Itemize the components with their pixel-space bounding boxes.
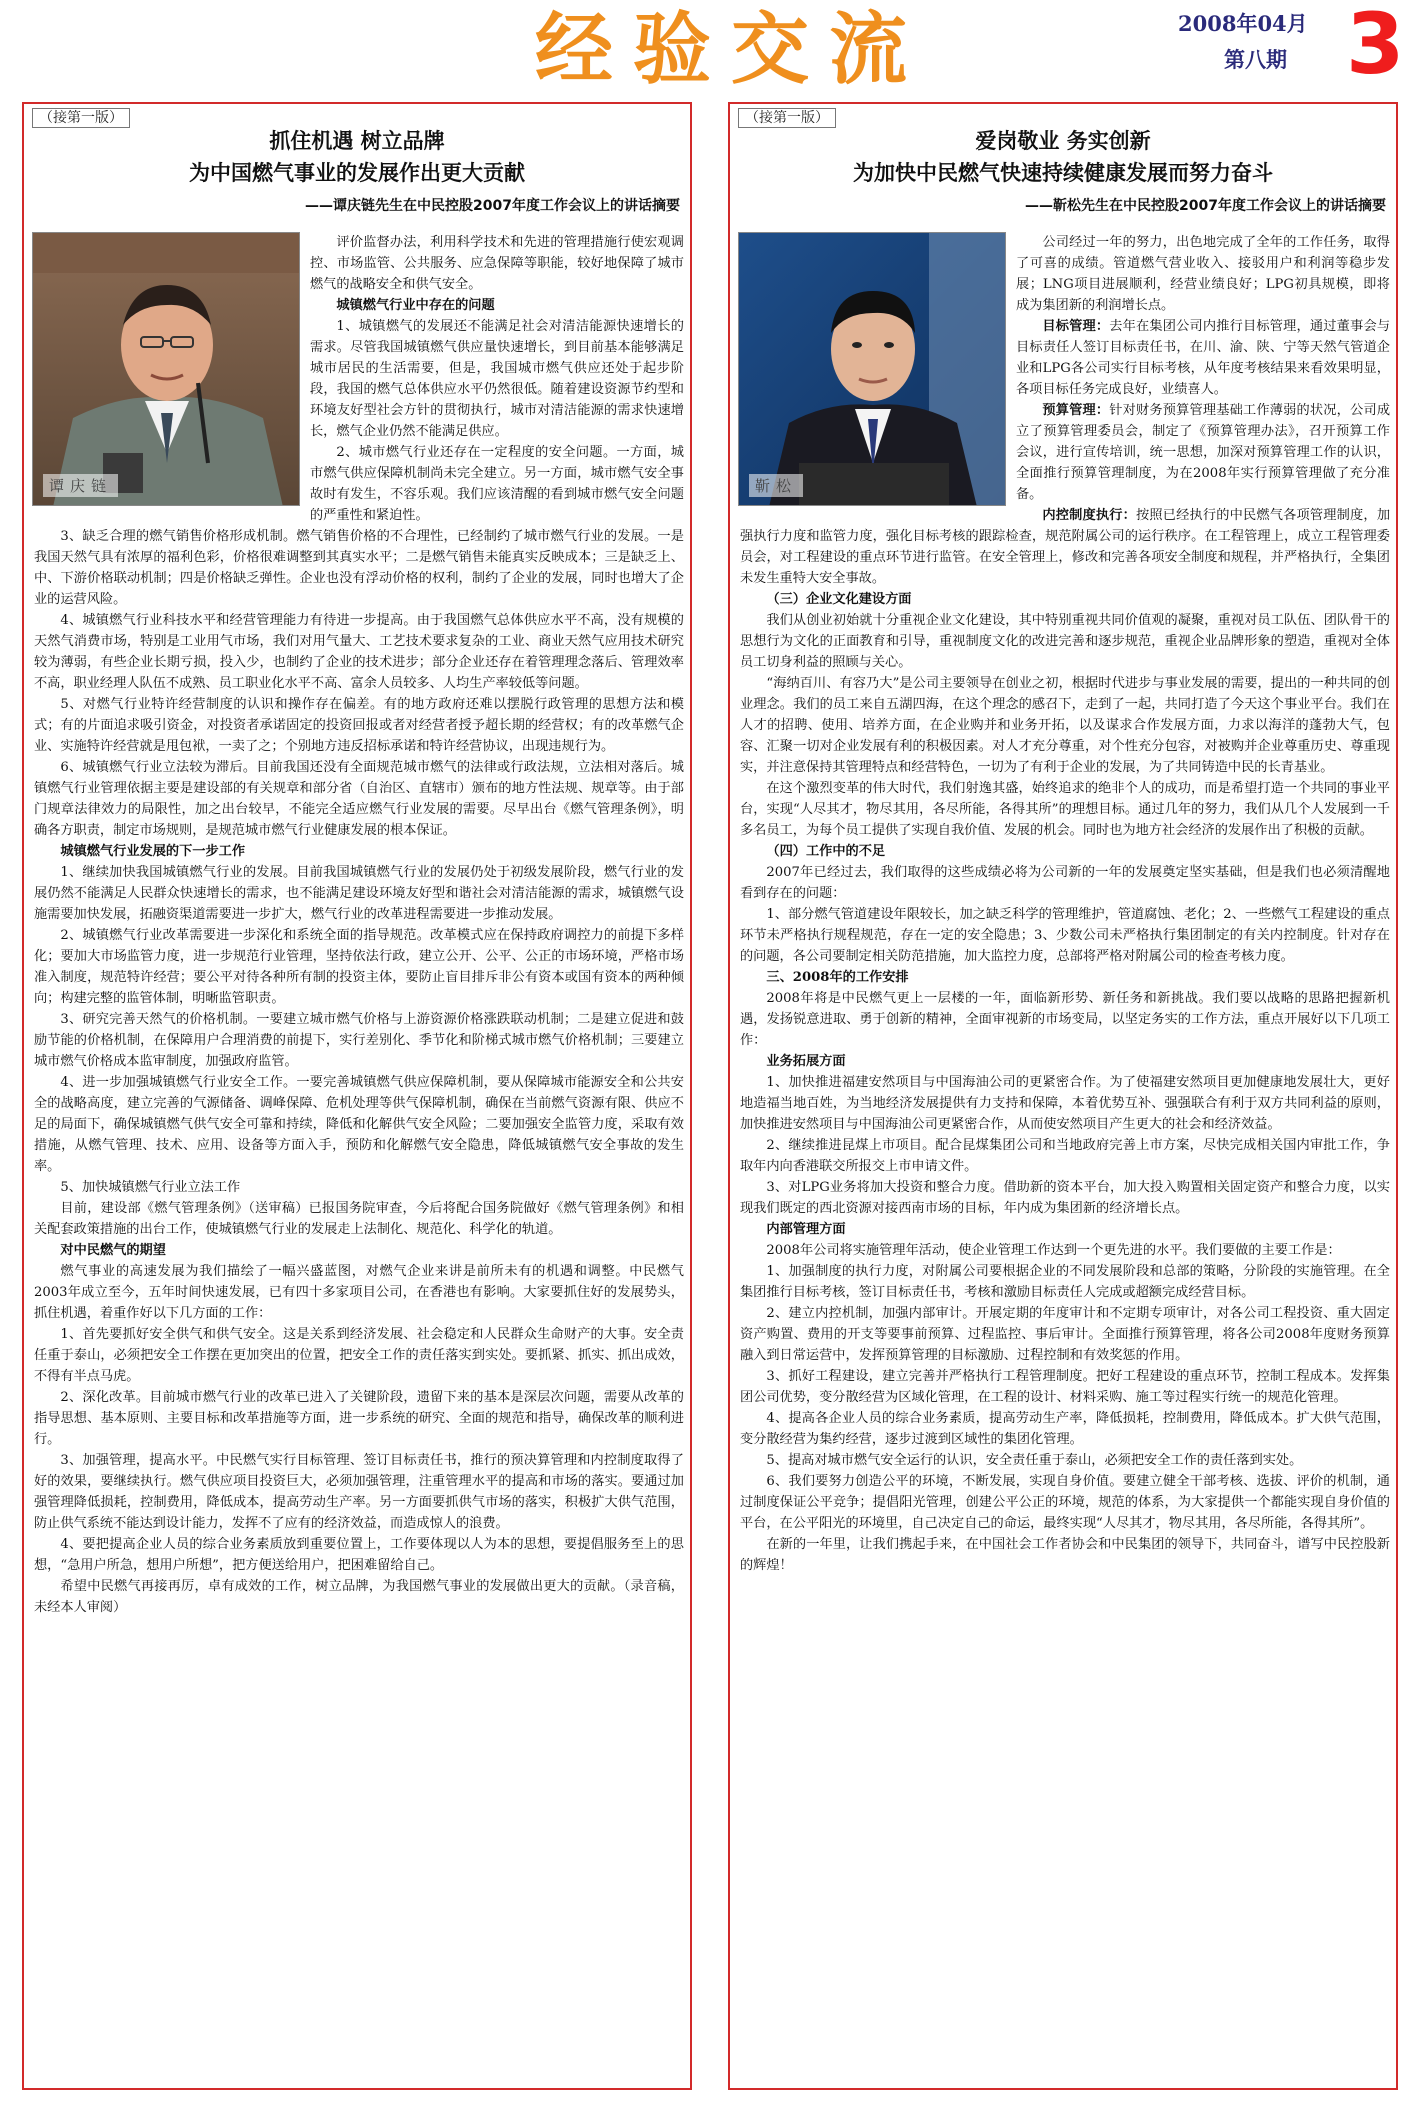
section-subheading [740,841,1390,862]
article-paragraph [34,694,684,757]
article-paragraph [740,1240,1390,1261]
article-headline: 爱岗敬业 务实创新 [975,129,1151,153]
section-subheading [740,1219,1390,1240]
article-paragraph [34,1009,684,1072]
paragraph-text: 5、提高对城市燃气安全运行的认识，安全责任重于泰山，必须把安全工作的责任落到实处。 [766,1453,1303,1468]
article-paragraph [740,1450,1390,1471]
page-section-title: 经验交流 [535,5,928,95]
article-paragraph [34,862,684,925]
paragraph-text: 在这个激烈变革的伟大时代，我们射逸其盛，始终追求的绝非个人的成功，而是希望打造一个共同的事业平台，实现“人尽其才，物尽其用，各尽所能，各得其所”的理想目标。通过几年的努力，我们从几个人发展到一千多名员工，为每个员工提供了实现自我价值、发展的机会。同时也为地方社会经济的发展作出了积极的贡献。 [740,781,1390,838]
paragraph-text: 3、研究完善天然气的价格机制。一要建立城市燃气价格与上游资源价格涨跌联动机制；二是建立促进和鼓励节能的价格机制，在保障用户合理消费的前提下，实行差别化、季节化和阶梯式城市燃气价格机制；三要建立城市燃气价格成本监审制度，加强政府监管。 [34,1012,684,1069]
section-subheading [34,1240,684,1261]
paragraph-text: 城镇燃气行业发展的下一步工作 [60,844,246,859]
article-paragraph [740,1408,1390,1450]
paragraph-text: 3、缺乏合理的燃气销售价格形成机制。燃气销售价格的不合理性，已经制约了城市燃气行业的发展。一是我国天然气具有浓厚的福利色彩，价格很难调整到其真实水平；二是燃气销售未能真实反映成本；三是缺乏上、中、下游价格联动机制；四是价格缺乏弹性。企业也没有浮动价格的权利，制约了企业的发展，同时也增大了企业的运营风险。 [34,529,684,607]
paragraph-text: 4、提高各企业人员的综合业务素质，提高劳动生产率，降低损耗，控制费用，降低成本。扩大供气范围，变分散经营为集约经营，逐步过渡到区域性的集团化管理。 [740,1411,1390,1447]
issue-number: 第八期 [1224,47,1287,72]
paragraph-text: 3、抓好工程建设，建立完善并严格执行工程管理制度。把好工程建设的重点环节，控制工程成本。发挥集团公司优势，变分散经营为区域化管理，在工程的设计、材料采购、施工等过程实行统一的规范化管理。 [740,1369,1390,1405]
paragraph-text: 按照已经执行的中民燃气各项管理制度，加强执行力度和监管力度，强化目标考核的跟踪检查，规范附属公司的运行秩序。在工程管理上，成立工程管理委员会，对工程建设的重点环节进行监管。在安全管理上，修改和完善各项安全制度和规程，并严格执行，全集团未发生重特大安全事故。 [740,508,1391,586]
page-number: 3 [1346,0,1405,93]
article-byline: ——谭庆链先生在中民控股2007年度工作会议上的讲话摘要 [305,198,680,214]
paragraph-text: 去年在集团公司内推行目标管理，通过董事会与目标责任人签订目标责任书，在川、渝、陕、宁等天然气管道企业和LPG各公司实行目标考核，从年度考核结果来看效果明显，各项目标任务完成良好，业绩喜人。 [1016,319,1391,397]
article-paragraph [34,1198,684,1240]
article-paragraph [740,1534,1390,1576]
paragraph-text: 城镇燃气行业中存在的问题 [336,298,495,313]
paragraph-lead: 预算管理： [1042,403,1110,418]
article-paragraph [34,757,684,841]
paragraph-text: “海纳百川、有容乃大”是公司主要领导在创业之初，根据时代进步与事业发展的需要，提出的一种共同的创业理念。我们的员工来自五湖四海，在这个理念的感召下，走到了一起，共同打造了今天这个事业平台。我们在人才的招聘、使用、培养方面，在企业购并和业务开拓，以及谋求合作发展方面，力求以海洋的蓬勃大气，包容、汇聚一切对企业发展有利的积极因素。对人才充分尊重，对个性充分包容，对被购并企业尊重历史、尊重现实，并注意保持其管理特点和经营特色，一切为了有利于企业的发展，为了共同铸造中民的长青基业。 [740,676,1390,775]
paragraph-text: 2、继续推进昆煤上市项目。配合昆煤集团公司和当地政府完善上市方案，尽快完成相关国内审批工作，争取年内向香港联交所报交上市申请文件。 [740,1138,1390,1174]
article-headline: 抓住机遇 树立品牌 [269,129,445,153]
paragraph-text: 5、对燃气行业特许经营制度的认识和操作存在偏差。有的地方政府还难以摆脱行政管理的思想方法和模式；有的片面追求吸引资金，对投资者承诺固定的投资回报或者对经营者授予超长期的经营权；有的改革燃气企业、实施特许经营就是甩包袱，一卖了之；个别地方违反招标承诺和特许经营协议，出现违规行为。 [34,697,684,754]
paragraph-text: 4、城镇燃气行业科技水平和经营管理能力有待进一步提高。由于我国燃气总体供应水平不高，没有规模的天然气消费市场，特别是工业用气市场，我们对用气量大、工艺技术要求复杂的工业、商业天然气应用技术研究较为薄弱，有些企业长期亏损，投入少，也制约了企业的技术进步；部分企业还存在着管理理念落后、管理效率不高，职业经理人队伍不成熟、员工职业化水平不高、富余人员较多、人均生产率较低等问题。 [34,613,684,691]
paragraph-text: 内部管理方面 [766,1222,846,1237]
paragraph-lead: 目标管理： [1042,319,1110,334]
paragraph-text: 在新的一年里，让我们携起手来，在中国社会工作者协会和中民集团的领导下，共同奋斗，谱写中民控股新的辉煌！ [740,1537,1390,1573]
article-paragraph [34,1177,684,1198]
paragraph-text: 6、我们要努力创造公平的环境，不断发展，实现自身价值。要建立健全干部考核、选拔、评价的机制，通过制度保证公平竞争；提倡阳光管理，创建公平公正的环境，规范的体系，为大家提供一个都能实现自身价值的平台，在公平阳光的环境里，自己决定自己的命运，最终实现“人尽其才，物尽其用，各尽所能，各得其所”。 [740,1474,1390,1531]
paragraph-text: 1、首先要抓好安全供气和供气安全。这是关系到经济发展、社会稳定和人民群众生命财产的大事。安全责任重于泰山，必须把安全工作摆在更加突出的位置，把安全工作的责任落实到实处。要抓紧、抓实、抓出成效，不得有半点马虎。 [34,1327,684,1384]
paragraph-text: （三）企业文化建设方面 [766,592,912,607]
article-paragraph [740,1471,1390,1534]
speaker-photo [32,232,300,506]
right-article [728,102,1398,2090]
article-paragraph [740,862,1390,904]
section-subheading [740,589,1390,610]
paragraph-text: 1、部分燃气管道建设年限较长，加之缺乏科学的管理维护，管道腐蚀、老化；2、一些燃气工程建设的重点环节未严格执行规程规范，存在一定的安全隐患；3、少数公司未严格执行集团制定的有关内控制度。针对存在的问题，各公司要制定相关防范措施，加大监控力度，总部将严格对附属公司的检查考核力度。 [740,907,1390,964]
continued-tag: （接第一版） [32,108,130,128]
photo-caption: 靳松 [749,474,803,497]
paragraph-text: 3、加强管理，提高水平。中民燃气实行目标管理、签订目标责任书，推行的预决算管理和内控制度取得了好的效果，要继续执行。燃气供应项目投资巨大，必须加强管理，注重管理水平的提高和市场的落实。要通过加强管理降低损耗，控制费用，降低成本，提高劳动生产率。另一方面要抓供气市场的落实，积极扩大供气范围，防止供气系统不能达到设计能力，发挥不了应有的经济效益，而造成惊人的浪费。 [34,1453,684,1531]
paragraph-text: 三、2008年的工作安排 [766,970,909,985]
photo-caption: 谭庆链 [43,474,118,497]
paragraph-text: 2、深化改革。目前城市燃气行业的改革已进入了关键阶段，遗留下来的基本是深层次问题，需要从改革的指导思想、基本原则、主要目标和改革措施等方面，进一步系统的研究、全面的规范和指导，确保改革的顺利进行。 [34,1390,684,1447]
paragraph-text: 目前，建设部《燃气管理条例》（送审稿）已报国务院审查，今后将配合国务院做好《燃气管理条例》和相关配套政策措施的出台工作，使城镇燃气行业的发展走上法制化、规范化、科学化的轨道。 [34,1201,684,1237]
article-paragraph [740,1261,1390,1303]
article-paragraph [740,1135,1390,1177]
paragraph-text: 2、建立内控机制，加强内部审计。开展定期的年度审计和不定期专项审计，对各公司工程投资、重大固定资产购置、费用的开支等要事前预算、过程监控、事后审计。全面推行预算管理，将各公司2008年度财务预算融入到日常运营中，发挥预算管理的目标激励、过程控制和有效奖惩的作用。 [740,1306,1390,1363]
continued-tag: （接第一版） [738,108,836,128]
paragraph-text: 1、城镇燃气的发展还不能满足社会对清洁能源快速增长的需求。尽管我国城镇燃气供应量快速增长，到目前基本能够满足城市居民的生活需要，但是，我国城市燃气供应还处于起步阶段，我国的燃气总体供应水平仍然很低。随着建设资源节约型和环境友好型社会方针的贯彻执行，城市对清洁能源的需求快速增长，燃气企业仍然不能满足供应。 [310,319,684,439]
paragraph-text: 希望中民燃气再接再厉，卓有成效的工作，树立品牌，为我国燃气事业的发展做出更大的贡献。（录音稿，未经本人审阅） [34,1579,684,1615]
article-paragraph [740,1303,1390,1366]
article-paragraph [34,526,684,610]
article-paragraph [740,1072,1390,1135]
speaker-photo-image [739,233,1006,506]
paragraph-text: 针对财务预算管理基础工作薄弱的状况，公司成立了预算管理委员会，制定了《预算管理办法》，召开预算工作会议，进行宣传培训，统一思想，加深对预算管理工作的认识，全面推行预算管理制度，为在2008年实行预算管理做了充分准备。 [1016,403,1391,502]
paragraph-text: 我们从创业初始就十分重视企业文化建设，其中特别重视共同价值观的凝聚，重视对员工队伍、团队骨干的思想行为文化的正面教育和引导，重视制度文化的改进完善和逐步规范，重视企业品牌形象的塑造，重视对全体员工切身利益的照顾与关心。 [740,613,1390,670]
article-paragraph [740,988,1390,1051]
masthead [0,0,1421,102]
article-paragraph [34,610,684,694]
paragraph-text: 1、继续加快我国城镇燃气行业的发展。目前我国城镇燃气行业的发展仍处于初级发展阶段，燃气行业的发展仍然不能满足人民群众快速增长的需求，也不能满足建设环境友好型和谐社会对清洁能源的需求，城镇燃气设施需要加快发展，拓融资渠道需要进一步扩大，燃气行业的改革进程需要进一步推动发展。 [34,865,684,922]
article-paragraph [34,1534,684,1576]
article-paragraph [740,1366,1390,1408]
paragraph-text: 1、加快推进福建安然项目与中国海油公司的更紧密合作。为了使福建安然项目更加健康地发展壮大，更好地造福当地百姓，为当地经济发展提供有力支持和保障，本着优势互补、强强联合有利于双方共同利益的原则，加快推进安然项目与中国海油公司更紧密合作，从而使安然项目产生更大的社会和经济效益。 [740,1075,1390,1132]
paragraph-text: 6、城镇燃气行业立法较为滞后。目前我国还没有全面规范城市燃气的法律或行政法规，立法相对落后。城镇燃气行业管理依据主要是建设部的有关规章和部分省（自治区、直辖市）颁布的地方性法规、规章等。由于部门规章法律效力的局限性，加之出台较早，不能完全适应燃气行业发展的需要。尽早出台《燃气管理条例》，明确各方职责，制定市场规则，是规范城市燃气行业健康发展的根本保证。 [34,760,684,838]
paragraph-text: 燃气事业的高速发展为我们描绘了一幅兴盛蓝图，对燃气企业来讲是前所未有的机遇和调整。中民燃气2003年成立至今，五年时间快速发展，已有四十多家项目公司，在香港也有影响。大家要抓住好的发展势头，抓住机遇，着重作好以下几方面的工作： [34,1264,684,1321]
article-paragraph [34,925,684,1009]
paragraph-lead: 内控制度执行： [1042,508,1137,523]
article-paragraph [740,505,1390,589]
article-paragraph [740,904,1390,967]
article-paragraph [740,610,1390,673]
paragraph-text: 对中民燃气的期望 [60,1243,166,1258]
section-subheading [740,1051,1390,1072]
paragraph-text: 业务拓展方面 [766,1054,846,1069]
section-subheading [34,841,684,862]
paragraph-text: 2008年公司将实施管理年活动，使企业管理工作达到一个更先进的水平。我们要做的主要工作是： [766,1243,1341,1258]
article-byline: ——靳松先生在中民控股2007年度工作会议上的讲话摘要 [1025,198,1386,214]
paragraph-text: 3、对LPG业务将加大投资和整合力度。借助新的资本平台，加大投入购置相关固定资产和整合力度，以实现我们既定的西北资源对接西南市场的目标，年内成为集团新的经济增长点。 [740,1180,1390,1216]
paragraph-text: 1、加强制度的执行力度，对附属公司要根据企业的不同发展阶段和总部的策略，分阶段的实施管理。在全集团推行目标考核，签订目标责任书，考核和激励目标责任人完成或超额完成经营目标。 [740,1264,1390,1300]
speaker-photo-image [33,233,300,506]
paragraph-text: 4、进一步加强城镇燃气行业安全工作。一要完善城镇燃气供应保障机制，要从保障城市能源安全和公共安全的战略高度，建立完善的气源储备、调峰保障、危机处理等供气保障机制，确保在当前燃气资源有限、供应不足的局面下，确保城镇燃气供气安全可靠和持续，降低和化解供气安全风险；二要加强安全监管力度，采取有效措施，从燃气管理、技术、应用、设备等方面入手，预防和化解燃气安全隐患，降低城镇燃气安全事故的发生率。 [34,1075,684,1174]
article-paragraph [34,1576,684,1618]
article-paragraph [34,1072,684,1177]
article-paragraph [34,1261,684,1324]
left-article [22,102,692,2090]
speaker-photo [738,232,1006,506]
article-paragraph [34,1387,684,1450]
paragraph-text: 2007年已经过去，我们取得的这些成绩必将为公司新的一年的发展奠定坚实基础，但是我们也必须清醒地看到存在的问题： [740,865,1390,901]
section-subheading [740,967,1390,988]
article-paragraph [34,1324,684,1387]
paragraph-text: 评价监督办法，利用科学技术和先进的管理措施行使宏观调控、市场监管、公共服务、应急保障等职能，较好地保障了城市燃气的战略安全和供气安全。 [310,235,684,292]
paragraph-text: 公司经过一年的努力，出色地完成了全年的工作任务，取得了可喜的成绩。管道燃气营业收入、接驳用户和利润等稳步发展；LNG项目进展顺利，经营业绩良好；LPG初具规模，即将成为集团新的利润增长点。 [1016,235,1390,313]
paragraph-text: （四）工作中的不足 [766,844,886,859]
article-paragraph [740,778,1390,841]
article-paragraph [740,673,1390,778]
article-paragraph [740,1177,1390,1219]
paragraph-text: 2、城镇燃气行业改革需要进一步深化和系统全面的指导规范。改革模式应在保持政府调控力的前提下多样化；要加大市场监管力度，进一步规范行业管理，坚持依法行政，建立公开、公平、公正的市场环境，严格市场准入制度，规范特许经营；要公平对待各种所有制的投资主体，要防止盲目排斥非公有资本或国有资本的两种倾向；构建完整的监管体制，明晰监管职责。 [34,928,684,1006]
paragraph-text: 4、要把提高企业人员的综合业务素质放到重要位置上，工作要体现以人为本的思想，要提倡服务至上的思想，“急用户所急，想用户所想”，把方便送给用户，把困难留给自己。 [34,1537,684,1573]
paragraph-text: 2、城市燃气行业还存在一定程度的安全问题。一方面，城市燃气供应保障机制尚未完全建立。另一方面，城市燃气安全事故时有发生，不容乐观。我们应该清醒的看到城市燃气安全问题的严重性和紧迫性。 [310,445,684,523]
article-paragraph [34,1450,684,1534]
issue-date: 2008年04月 [1178,11,1308,36]
article-subheadline: 为中国燃气事业的发展作出更大贡献 [189,161,525,185]
paragraph-text: 2008年将是中民燃气更上一层楼的一年，面临新形势、新任务和新挑战。我们要以战略的思路把握新机遇，发扬锐意进取、勇于创新的精神，全面审视新的市场变局，以坚定务实的工作方法，重点开展好以下几项工作： [740,991,1390,1048]
article-subheadline: 为加快中民燃气快速持续健康发展而努力奋斗 [853,161,1273,185]
paragraph-text: 5、加快城镇燃气行业立法工作 [60,1180,241,1195]
